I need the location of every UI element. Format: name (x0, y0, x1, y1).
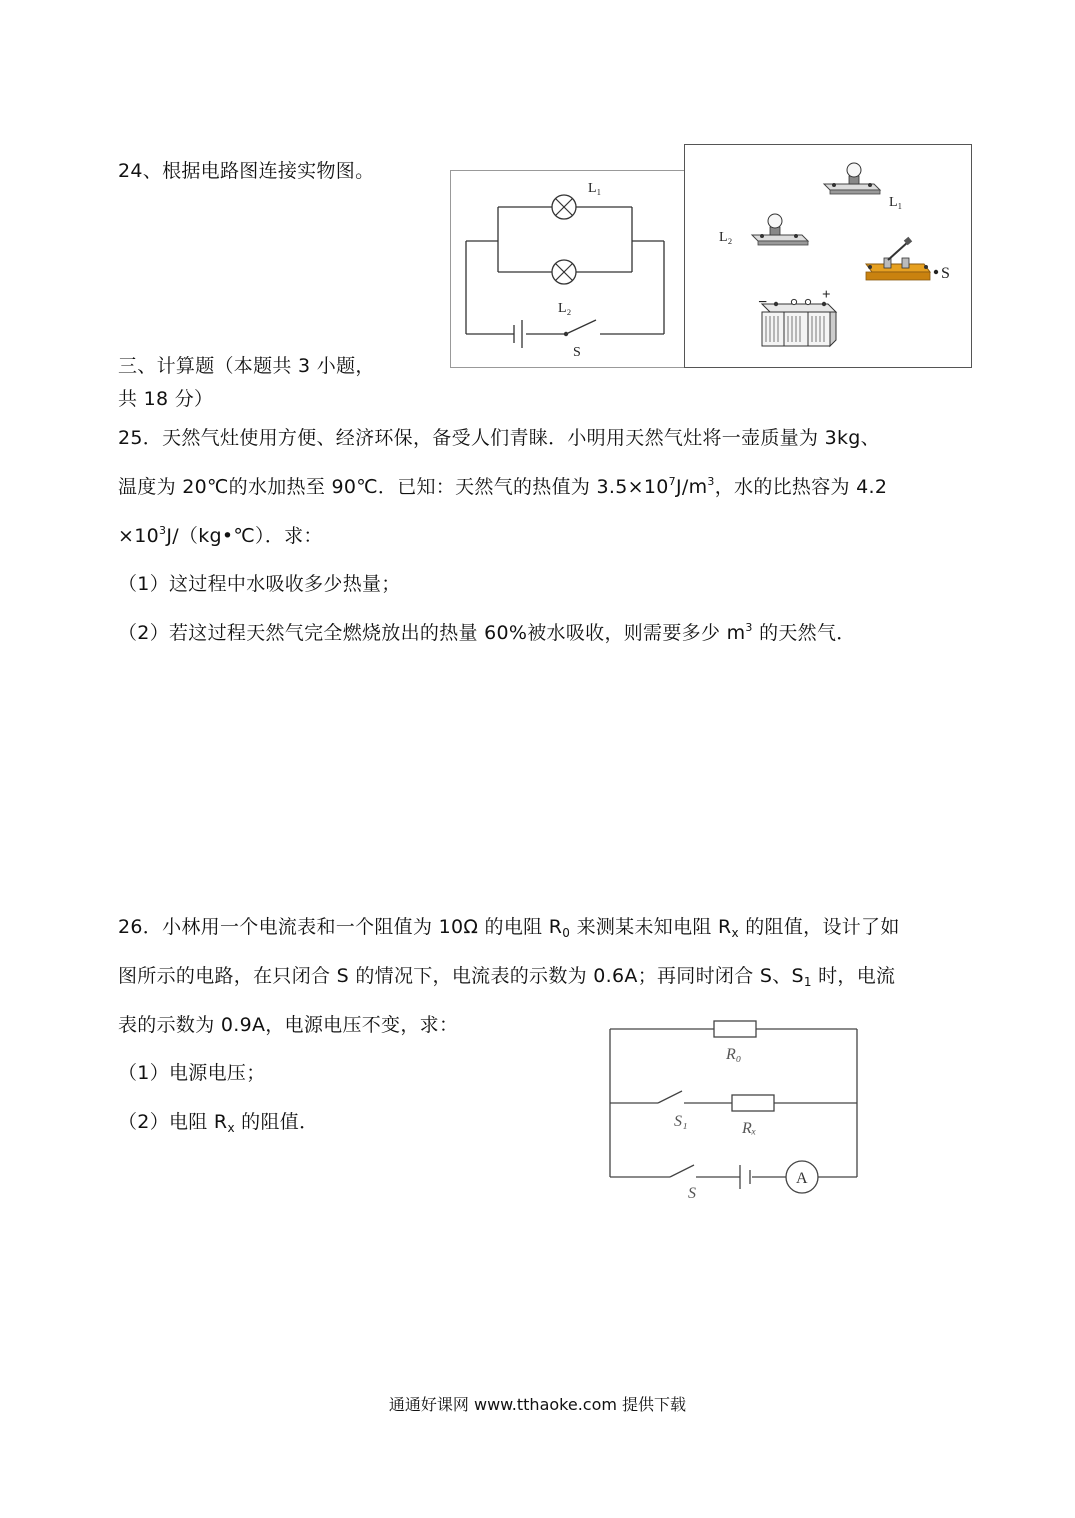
q25-line3-text-b: J/（kg•℃）．求： (166, 525, 323, 547)
physical-svg (684, 144, 972, 368)
label-r0: R₀ (726, 1046, 742, 1063)
physical-label-l1: L₁ (889, 195, 903, 210)
section3-heading-line1: 三、计算题（本题共 3 小题， (118, 355, 375, 377)
q26-sub2-subscript: x (227, 1121, 235, 1135)
label-rx: Rₓ (742, 1120, 757, 1137)
q26-line2-text-a: 图所示的电路，在只闭合 S 的情况下，电流表的示数为 0.6A；再同时闭合 S、S (118, 965, 804, 987)
q26-line2 (118, 961, 895, 989)
physical-label-l2: L₂ (719, 230, 733, 245)
schematic-label-s: S (573, 345, 581, 360)
schematic-svg (450, 170, 686, 368)
q25-line2-text-c: ，水的比热容为 4.2 (714, 476, 888, 498)
q26-line1-text-c: 的阻值，设计了如 (738, 916, 900, 938)
q26-line1 (118, 912, 900, 940)
q25-sub2-text-b: 的天然气． (752, 622, 856, 644)
lamp-l1-symbol (552, 195, 576, 219)
q25-line3-exponent: 3 (159, 524, 167, 537)
q26-subquestion-2 (118, 1107, 318, 1135)
q26-sub2-text-b: 的阻值． (234, 1111, 319, 1133)
q25-subquestion-2 (118, 618, 856, 645)
physical-label-s: S (941, 265, 950, 282)
q25-sub2-text-a: （2）若这过程天然气完全燃烧放出的热量 60%被水吸收，则需要多少 m (118, 622, 746, 644)
q25-line2 (118, 472, 887, 499)
schematic-label-l2: L₂ (558, 301, 572, 316)
resistor-r0-symbol (714, 1021, 756, 1037)
ammeter-symbol (786, 1161, 818, 1193)
q26-line3: 表的示数为 0.9A，电源电压不变，求： (118, 1014, 459, 1036)
battery-plus-sign: + (822, 287, 831, 303)
q24-text: 24、根据电路图连接实物图。 (118, 160, 375, 182)
q25-line2-text-b: J/m (675, 476, 708, 498)
q25-line1: 25．天然气灶使用方便、经济环保，备受人们青睐．小明用天然气灶将一壶质量为 3kg、 (118, 427, 880, 449)
q25-exponent-3: 3 (707, 475, 715, 488)
q26-subscript-x: x (731, 926, 739, 940)
q26-line1-text-a: 26．小林用一个电流表和一个阻值为 10Ω 的电阻 R (118, 916, 563, 938)
q26-line1-text-b: 来测某未知电阻 R (570, 916, 732, 938)
section3-heading-line2: 共 18 分） (118, 388, 214, 410)
lamp-l2-symbol (552, 260, 576, 284)
q25-line2-text-a: 温度为 20℃的水加热至 90℃．已知：天然气的热值为 3.5×10 (118, 476, 669, 498)
page-footer: 通通好课网 www.tthaoke.com 提供下载 (388, 1395, 687, 1414)
resistor-rx-symbol (732, 1095, 774, 1111)
q24-schematic-diagram (450, 170, 686, 372)
q26-subscript-1: 1 (803, 975, 812, 989)
battery-minus-sign: − (758, 294, 768, 311)
q24-physical-diagram (684, 144, 972, 372)
label-s1: S₁ (674, 1113, 688, 1130)
q25-line3-text-a: ×10 (118, 525, 159, 547)
q26-sub2-text-a: （2）电阻 R (118, 1111, 228, 1133)
label-s: S (688, 1185, 696, 1202)
q25-exponent-7: 7 (668, 475, 676, 488)
q26-subscript-0: 0 (562, 926, 571, 940)
schematic-label-l1: L₁ (588, 181, 602, 196)
q25-sub2-exponent: 3 (745, 621, 753, 634)
q25-subquestion-1: （1）这过程中水吸收多少热量； (118, 573, 401, 595)
q26-circuit-svg (600, 1012, 870, 1204)
q26-line2-text-b: 时，电流 (811, 965, 896, 987)
q26-circuit-diagram (600, 1012, 870, 1208)
q26-subquestion-1: （1）电源电压； (118, 1062, 266, 1084)
ammeter-label: A (796, 1170, 808, 1187)
q25-line3 (118, 521, 323, 548)
